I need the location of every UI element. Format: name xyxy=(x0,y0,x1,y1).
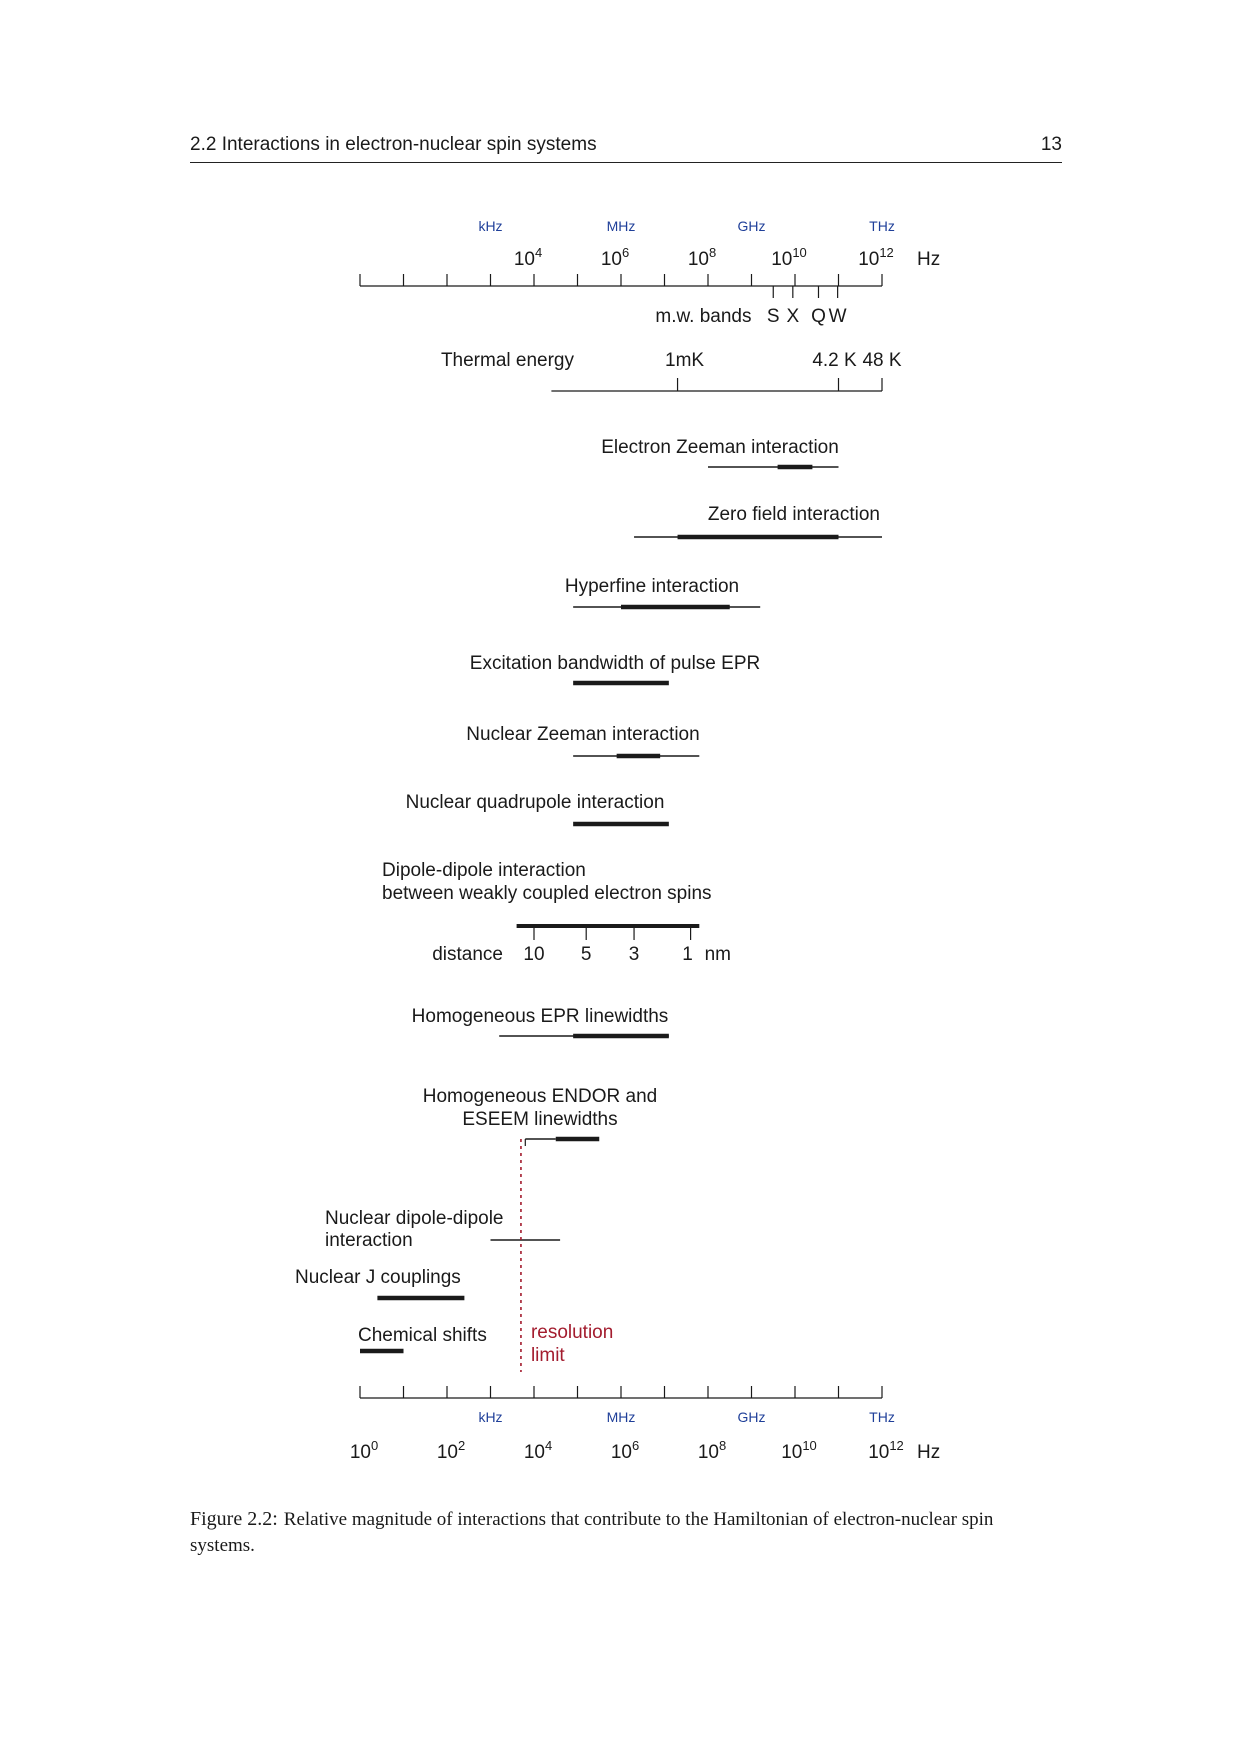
mw-band-W: W xyxy=(828,306,847,327)
interaction-homogeneous-epr-linewidths-label: Homogeneous EPR linewidths xyxy=(411,1006,669,1027)
bottom-tick-label: $10^{12}$ xyxy=(868,1438,904,1463)
top-axis-unit: Hz xyxy=(917,249,941,270)
top-band-label-khz: kHz xyxy=(478,218,503,234)
thermal-energy-label: Thermal energy xyxy=(440,350,574,371)
resolution-limit-label-line2: limit xyxy=(530,1345,565,1366)
interaction-nuclear-zeeman-interaction-label: Nuclear Zeeman interaction xyxy=(466,724,700,745)
nuclear-dipole-label-line1: Nuclear dipole-dipole xyxy=(325,1208,504,1229)
caption-label: Figure 2.2: xyxy=(190,1508,278,1530)
bottom-band-label-ghz: GHz xyxy=(737,1409,766,1425)
bottom-band-label-khz: kHz xyxy=(478,1409,503,1425)
caption-text: Relative magnitude of interactions that contribute to the Hamiltonian of electron-nuclear spin systems. xyxy=(190,1509,994,1556)
top-tick-label: $10^4$ xyxy=(513,245,543,270)
interaction-hyperfine-interaction-label: Hyperfine interaction xyxy=(564,576,740,597)
mw-band-X: X xyxy=(786,306,800,327)
bottom-tick-label: $10^4$ xyxy=(523,1438,553,1463)
mw-bands-label: m.w. bands xyxy=(655,306,752,327)
bottom-tick-label: $10^{10}$ xyxy=(781,1438,817,1463)
page-number: 13 xyxy=(1040,134,1062,155)
figure-caption xyxy=(190,1506,1062,1559)
top-tick-label: $10^6$ xyxy=(600,245,630,270)
distance-value-10: 10 xyxy=(523,944,545,965)
bottom-tick-label: $10^8$ xyxy=(697,1438,727,1463)
bottom-tick-label: $10^2$ xyxy=(436,1438,466,1463)
section-title: 2.2 Interactions in electron-nuclear spin systems xyxy=(190,134,597,155)
interaction-electron-zeeman-interaction-label: Electron Zeeman interaction xyxy=(601,437,839,458)
dipole-dipole-label-line1: Dipole-dipole interaction xyxy=(382,860,586,881)
top-band-label-mhz: MHz xyxy=(606,218,636,234)
interaction-nuclear-quadrupole-interaction-label: Nuclear quadrupole interaction xyxy=(405,792,665,813)
bottom-tick-label: $10^6$ xyxy=(610,1438,640,1463)
top-band-label-thz: THz xyxy=(869,218,895,234)
endor-eseem-label-line2: ESEEM linewidths xyxy=(462,1109,618,1130)
thermal-energy-value: 48 K xyxy=(862,350,902,371)
top-tick-label: $10^{10}$ xyxy=(771,245,807,270)
mw-band-S: S xyxy=(766,306,780,327)
distance-unit: nm xyxy=(704,944,732,965)
distance-label: distance xyxy=(432,944,503,965)
interaction-excitation-bandwidth-of-pulse-epr-label: Excitation bandwidth of pulse EPR xyxy=(469,653,761,674)
interaction-chemical-shifts-label: Chemical shifts xyxy=(358,1325,487,1346)
thermal-energy-value: 4.2 K xyxy=(812,350,857,371)
thermal-energy-value: 1mK xyxy=(665,350,705,371)
nuclear-dipole-label-line2: interaction xyxy=(325,1230,413,1251)
endor-eseem-label-line1: Homogeneous ENDOR and xyxy=(422,1086,658,1107)
bottom-band-label-mhz: MHz xyxy=(606,1409,636,1425)
top-tick-label: $10^{12}$ xyxy=(858,245,894,270)
top-band-label-ghz: GHz xyxy=(737,218,766,234)
dipole-dipole-label-line2: between weakly coupled electron spins xyxy=(382,883,712,904)
mw-band-Q: Q xyxy=(811,306,826,327)
distance-value-5: 5 xyxy=(580,944,592,965)
top-tick-label: $10^8$ xyxy=(687,245,717,270)
bottom-axis-unit: Hz xyxy=(917,1442,941,1463)
bottom-band-label-thz: THz xyxy=(869,1409,895,1425)
bottom-tick-label: $10^0$ xyxy=(349,1438,379,1463)
distance-value-3: 3 xyxy=(628,944,640,965)
resolution-limit-label-line1: resolution xyxy=(530,1322,614,1343)
distance-value-1: 1 xyxy=(682,944,693,965)
interaction-nuclear-j-couplings-label: Nuclear J couplings xyxy=(295,1267,461,1288)
interaction-zero-field-interaction-label: Zero field interaction xyxy=(707,504,880,525)
